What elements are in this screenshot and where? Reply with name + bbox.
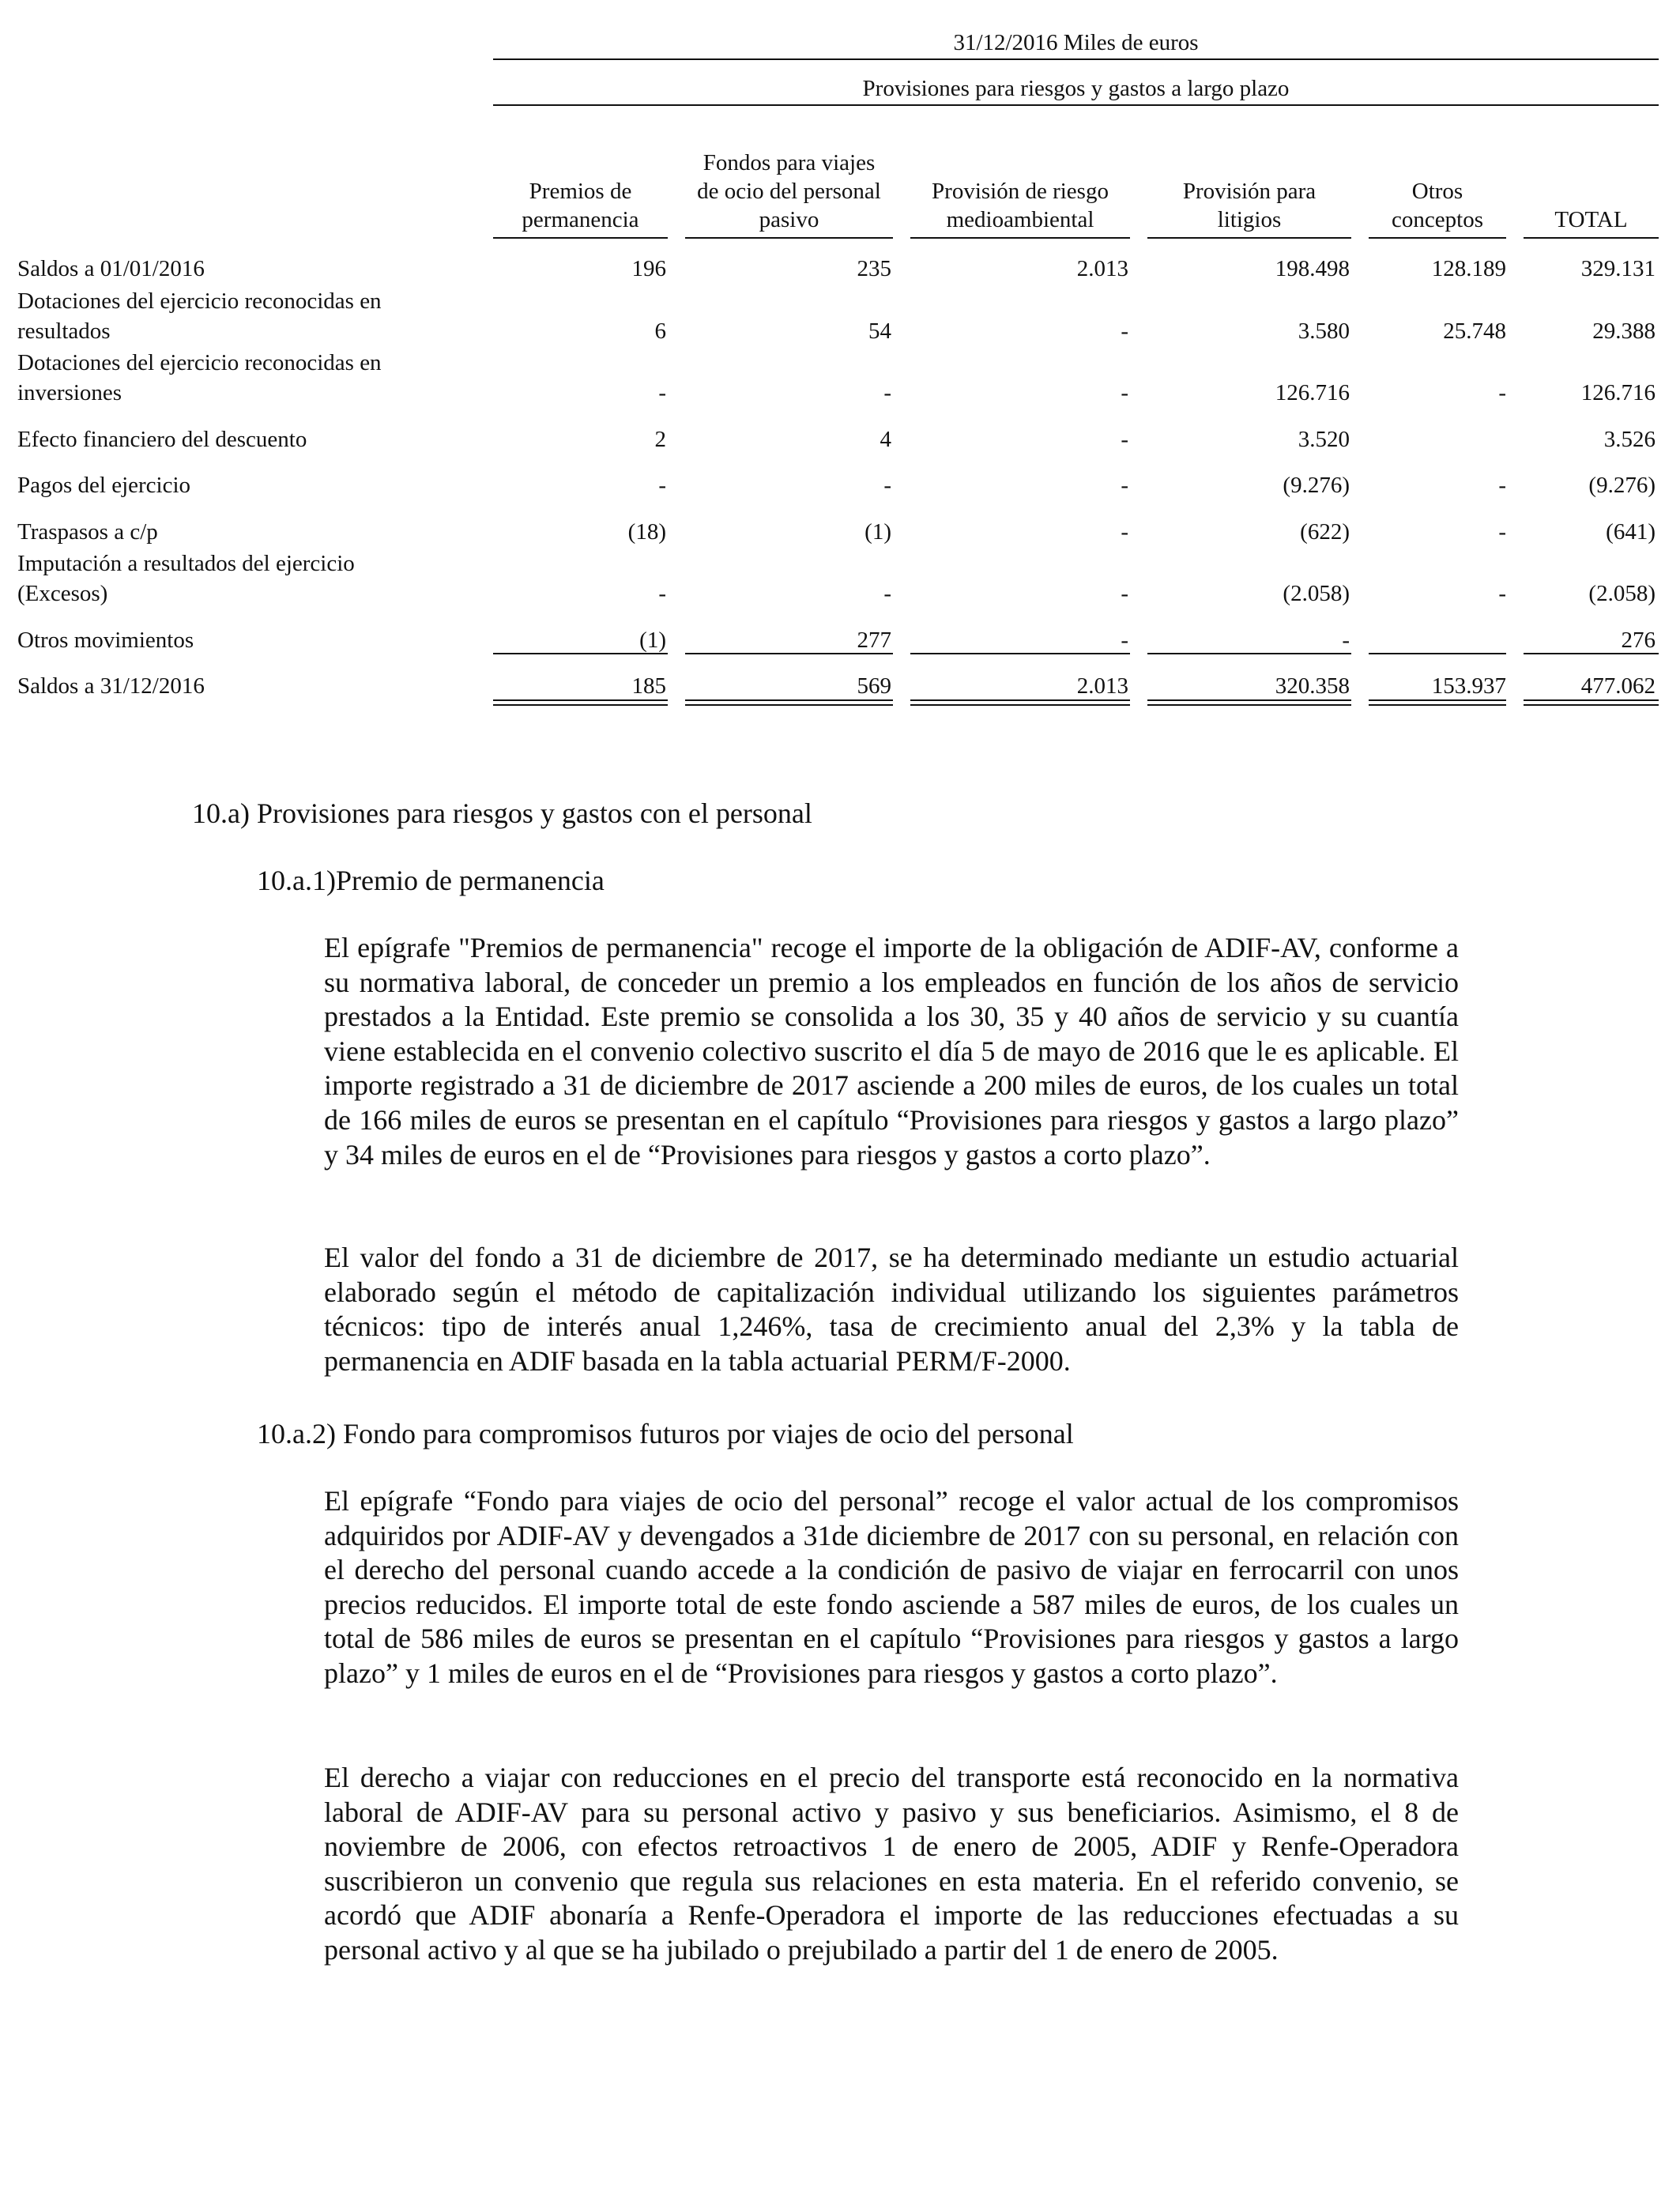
total-rule-bottom (910, 704, 1130, 706)
column-header-line: pasivo (759, 207, 819, 232)
table-cell: 235 (857, 256, 891, 281)
table-cell: - (1121, 519, 1128, 545)
total-rule-bottom (685, 704, 893, 706)
table-cell: - (1121, 628, 1128, 653)
row-label: Efecto financiero del descuento (17, 427, 307, 452)
column-header-line: TOTAL (1554, 207, 1628, 232)
table-cell: 3.580 (1298, 319, 1350, 344)
paragraph-fondo-2: El derecho a viajar con reducciones en el precio del transporte está reconocido en la normativa laboral de ADIF-AV para su personal activo y pasivo y sus beneficiarios. Asimismo, el 8 de noviembre de 2006, con efectos retroactivos 1 de enero de 2005, ADIF y Renfe-Operadora suscribieron un convenio que regula sus relaciones en esta materia. En el referido convenio, se acordó que ADIF abonaría a Renfe-Operadora el importe de las reducciones efectuadas a su personal activo y al que se ha jubilado o prejubilado a partir del 1 de enero de 2005. (324, 1762, 1459, 1966)
table-cell: - (658, 581, 666, 606)
table-cell: - (658, 473, 666, 498)
table-cell: 6 (654, 319, 666, 344)
table-cell: - (1342, 628, 1350, 653)
column-header (1369, 177, 1506, 234)
provisions-table (0, 0, 1680, 711)
table-cell: - (658, 380, 666, 405)
total-rule-top (910, 699, 1130, 701)
column-header-line: Fondos para viajes (703, 150, 876, 175)
table-cell: 25.748 (1443, 319, 1506, 344)
section-title-10a: 10.a) Provisiones para riesgos y gastos con el personal (192, 797, 812, 829)
paragraph-premio-2: El valor del fondo a 31 de diciembre de 2017, se ha determinado mediante un estudio actuarial elaborado según el método de capitalización individual utilizando los siguientes parámetros técnicos: tipo de interés anual 1,246%, tasa de crecimiento anual del 2,3% y la tabla de permanencia en ADIF basada en la tabla actuarial PERM/F-2000. (324, 1242, 1459, 1377)
column-header (1524, 205, 1659, 234)
table-cell: 2.013 (1076, 256, 1128, 281)
column-header (493, 177, 668, 234)
subtotal-rule (493, 653, 668, 654)
subsection-title-10a2: 10.a.2) Fondo para compromisos futuros por viajes de ocio del personal (257, 1418, 1074, 1449)
total-rule-bottom (493, 704, 668, 706)
table-cell: (18) (627, 519, 666, 545)
paragraph-fondo-1: El epígrafe “Fondo para viajes de ocio del personal” recoge el valor actual de los compromisos adquiridos por ADIF-AV y devengados a 31de diciembre de 2017 con su personal, en relación con el derecho del personal cuando accede a la condición de pasivo de viajar en ferrocarril con unos precios reducidos. El importe total de este fondo asciende a 587 miles de euros, de los cuales un total de 586 miles de euros se presentan en el capítulo “Provisiones para riesgos y gastos a largo plazo” y 1 miles de euros en el de “Provisiones para riesgos y gastos a corto plazo”. (324, 1485, 1459, 1689)
table-cell: 277 (857, 628, 891, 653)
total-rule-top (685, 699, 893, 701)
table-group-header: Provisiones para riesgos y gastos a largo plazo (862, 76, 1290, 101)
table-cell: 196 (631, 256, 666, 281)
table-cell: 126.716 (1275, 380, 1350, 405)
column-header-line: Provisión de riesgo (932, 179, 1109, 204)
table-cell: (9.276) (1283, 473, 1350, 498)
column-header-rule (910, 237, 1130, 239)
table-cell: - (1121, 427, 1128, 452)
total-rule-bottom (1524, 704, 1659, 706)
row-label: Imputación a resultados del ejercicio (17, 551, 355, 576)
table-cell: - (883, 380, 891, 405)
column-header-line: Premios de (529, 179, 632, 204)
column-header (685, 149, 893, 234)
column-header-rule (1147, 237, 1351, 239)
table-cell: 153.937 (1431, 673, 1506, 699)
row-label: Saldos a 31/12/2016 (17, 673, 205, 699)
table-cell: - (1121, 380, 1128, 405)
table-cell: (641) (1606, 519, 1656, 545)
subtotal-rule (1147, 653, 1351, 654)
total-rule-bottom (1147, 704, 1351, 706)
column-header-line: Provisión para (1182, 179, 1317, 204)
column-header (1147, 177, 1351, 234)
total-rule-top (1524, 699, 1659, 701)
subtotal-rule (1369, 653, 1506, 654)
total-rule-top (1147, 699, 1351, 701)
group-divider (493, 104, 1659, 106)
row-label: Pagos del ejercicio (17, 473, 191, 498)
column-header-line: de ocio del personal (697, 179, 881, 204)
column-header-line: medioambiental (946, 207, 1094, 232)
total-rule-top (493, 699, 668, 701)
table-cell: 276 (1621, 628, 1656, 653)
row-label: Otros movimientos (17, 628, 194, 653)
table-cell: (2.058) (1588, 581, 1656, 606)
table-cell: (1) (639, 628, 666, 653)
table-cell: 569 (857, 673, 891, 699)
table-cell: 329.131 (1580, 256, 1656, 281)
column-header-line: permanencia (522, 207, 639, 232)
column-header-rule (685, 237, 893, 239)
column-header-line: Otros (1411, 179, 1463, 204)
table-cell: - (1498, 473, 1506, 498)
row-label: (Excesos) (17, 581, 108, 606)
subtotal-rule (685, 653, 893, 654)
table-cell: (1) (864, 519, 891, 545)
table-cell: (622) (1300, 519, 1350, 545)
column-header (910, 177, 1130, 234)
total-rule-bottom (1369, 704, 1506, 706)
table-cell: 3.520 (1298, 427, 1350, 452)
row-label: Dotaciones del ejercicio reconocidas en (17, 350, 382, 375)
table-cell: 2.013 (1076, 673, 1128, 699)
table-cell: (9.276) (1588, 473, 1656, 498)
row-label: inversiones (17, 380, 122, 405)
table-cell: 4 (880, 427, 891, 452)
column-header-line: litigios (1217, 207, 1282, 232)
table-cell: 185 (631, 673, 666, 699)
header-divider (493, 58, 1659, 60)
table-cell: 29.388 (1592, 319, 1656, 344)
table-date-header: 31/12/2016 Miles de euros (953, 30, 1199, 55)
table-cell: - (1121, 319, 1128, 344)
table-cell: 54 (868, 319, 891, 344)
table-cell: - (1498, 380, 1506, 405)
subtotal-rule (910, 653, 1130, 654)
table-cell: - (883, 473, 891, 498)
subtotal-rule (1524, 653, 1659, 654)
table-cell: 2 (654, 427, 666, 452)
row-label: resultados (17, 319, 111, 344)
paragraph-premio-1: El epígrafe "Premios de permanencia" recoge el importe de la obligación de ADIF-AV, conforme a su normativa laboral, de conceder un premio a los empleados en función de los años de servicio prestados a la Entidad. Este premio se consolida a los 30, 35 y 40 años de servicio y su cuantía viene establecida en el convenio colectivo suscrito el día 5 de mayo de 2016 que le es aplicable. El importe registrado a 31 de diciembre de 2017 asciende a 200 miles de euros, de los cuales un total de 166 miles de euros se presentan en el capítulo “Provisiones para riesgos y gastos a largo plazo” y 34 miles de euros en el de “Provisiones para riesgos y gastos a corto plazo”. (324, 932, 1459, 1171)
table-cell: - (1121, 581, 1128, 606)
table-cell: - (883, 581, 891, 606)
column-header-rule (1369, 237, 1506, 239)
row-label: Dotaciones del ejercicio reconocidas en (17, 288, 382, 314)
total-rule-top (1369, 699, 1506, 701)
column-header-rule (493, 237, 668, 239)
column-header-rule (1524, 237, 1659, 239)
table-cell: - (1121, 473, 1128, 498)
table-cell: 128.189 (1431, 256, 1506, 281)
table-cell: (2.058) (1283, 581, 1350, 606)
table-cell: 126.716 (1580, 380, 1656, 405)
subsection-title-10a1: 10.a.1)Premio de permanencia (257, 865, 605, 896)
row-label: Traspasos a c/p (17, 519, 158, 545)
table-cell: 477.062 (1580, 673, 1656, 699)
row-label: Saldos a 01/01/2016 (17, 256, 205, 281)
table-cell: - (1498, 581, 1506, 606)
table-cell: 320.358 (1275, 673, 1350, 699)
table-cell: 3.526 (1603, 427, 1656, 452)
table-cell: 198.498 (1275, 256, 1350, 281)
column-header-line: conceptos (1392, 207, 1483, 232)
table-cell: - (1498, 519, 1506, 545)
